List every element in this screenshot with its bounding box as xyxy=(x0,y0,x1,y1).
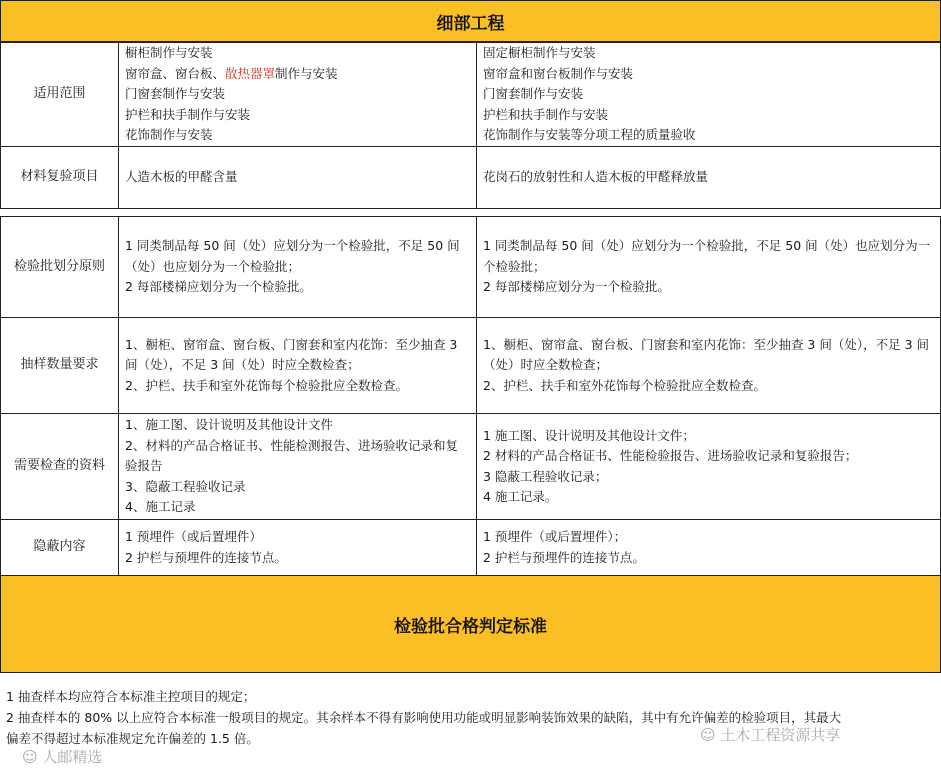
watermark-text: 人邮精选 xyxy=(42,748,103,766)
cell-line: 3 隐蔽工程验收记录； xyxy=(483,468,608,484)
cell-line: 花饰制作与安装 xyxy=(125,127,213,143)
cell-line: 2 护栏与预埋件的连接节点。 xyxy=(483,549,645,565)
row-label: 抽样数量要求 xyxy=(1,318,119,414)
watermark-text: 土木工程资源共享 xyxy=(720,726,841,744)
cell-line: 1、橱柜、窗帘盒、窗台板、门窗套和室内花饰：至少抽查 3 间（处），不足 3 间（处）时应全数检查； xyxy=(125,336,458,373)
cell-text: 制作与安装 xyxy=(275,65,338,81)
cell-line: 固定橱柜制作与安装 xyxy=(483,45,596,61)
cell-line: 1 预埋件（或后置埋件） xyxy=(125,529,262,544)
cell-right xyxy=(477,318,941,414)
cell-left xyxy=(119,147,477,209)
row-label: 检验批划分原则 xyxy=(1,217,119,318)
table-row xyxy=(1,318,941,414)
section-title-detail-works: 细部工程 xyxy=(0,0,941,42)
cell-left xyxy=(119,43,477,147)
watermark-right xyxy=(700,724,840,745)
criteria-line: 2 抽查样本的 80% 以上应符合本标准一般项目的规定。其余样本不得有影响使用功能或明显影响装饰效果的缺陷，其中有允许偏差的检验项目，其最大 xyxy=(6,710,842,725)
cell-line xyxy=(125,64,470,85)
cell-line: 1 施工图、设计说明及其他设计文件； xyxy=(483,427,695,443)
cell-line: 2 材料的产品合格证书、性能检验报告、进场验收记录和复验报告； xyxy=(483,448,858,463)
cell-line: 1 同类制品每 50 间（处）应划分为一个检验批，不足 50 间（处）也应划分为一个检验批； xyxy=(483,238,931,274)
cell-text: 窗帘盒、窗台板、 xyxy=(125,65,226,81)
cell-line: 花饰制作与安装等分项工程的质量验收 xyxy=(483,127,696,143)
cell-line: 4、施工记录 xyxy=(125,499,196,515)
cell-left xyxy=(119,414,477,520)
cell-line: 2、护栏、扶手和室外花饰每个检验批应全数检查。 xyxy=(483,377,766,393)
scope-table xyxy=(0,42,941,209)
cell-line: 2 每部楼梯应划分为一个检验批。 xyxy=(483,279,670,295)
cell-line: 门窗套制作与安装 xyxy=(125,86,226,102)
cell-line: 人造木板的甲醛含量 xyxy=(125,169,238,185)
cell-line: 橱柜制作与安装 xyxy=(125,45,213,61)
cell-line: 窗帘盒和窗台板制作与安装 xyxy=(483,65,634,81)
inspection-table xyxy=(0,216,941,576)
cell-right xyxy=(477,43,941,147)
cell-line: 1、橱柜、窗帘盒、窗台板、门窗套和室内花饰：至少抽查 3 间（处），不足 3 间（处）时应全数检查； xyxy=(483,336,930,373)
watermark-left xyxy=(22,746,102,767)
table-row xyxy=(1,217,941,318)
row-label: 适用范围 xyxy=(1,43,119,147)
criteria-line: 1 抽查样本均应符合本标准主控项目的规定； xyxy=(6,689,256,704)
cell-left xyxy=(119,520,477,576)
table-row xyxy=(1,414,941,520)
cell-right xyxy=(477,217,941,318)
cell-line: 3、隐蔽工程验收记录 xyxy=(125,478,246,494)
criteria-line: 偏差不得超过本标准规定允许偏差的 1.5 倍。 xyxy=(6,731,259,746)
table-row xyxy=(1,43,941,147)
cell-line: 2 每部楼梯应划分为一个检验批。 xyxy=(125,279,312,295)
cell-line: 花岗石的放射性和人造木板的甲醛释放量 xyxy=(483,169,709,185)
wechat-icon: ☺ xyxy=(700,726,716,744)
cell-line: 门窗套制作与安装 xyxy=(483,86,584,102)
wechat-icon: ☺ xyxy=(22,748,38,766)
cell-line: 2、材料的产品合格证书、性能检测报告、进场验收记录和复验报告 xyxy=(125,437,458,474)
row-label: 需要检查的资料 xyxy=(1,414,119,520)
cell-right xyxy=(477,414,941,520)
cell-right xyxy=(477,147,941,209)
cell-line: 1、施工图、设计说明及其他设计文件 xyxy=(125,417,333,433)
cell-left xyxy=(119,217,477,318)
cell-left xyxy=(119,318,477,414)
table-row xyxy=(1,147,941,209)
cell-line: 护栏和扶手制作与安装 xyxy=(483,106,609,122)
cell-right xyxy=(477,520,941,576)
table-row xyxy=(1,520,941,576)
row-label: 材料复验项目 xyxy=(1,147,119,209)
section-title-acceptance-criteria: 检验批合格判定标准 xyxy=(0,575,941,673)
cell-line: 2、护栏、扶手和室外花饰每个检验批应全数检查。 xyxy=(125,377,408,393)
highlighted-text: 散热器罩 xyxy=(225,65,276,81)
row-label: 隐蔽内容 xyxy=(1,520,119,576)
cell-line: 2 护栏与预埋件的连接节点。 xyxy=(125,549,287,565)
cell-line: 4 施工记录。 xyxy=(483,489,558,504)
cell-line: 护栏和扶手制作与安装 xyxy=(125,106,251,122)
cell-line: 1 预埋件（或后置埋件）； xyxy=(483,529,627,544)
cell-line: 1 同类制品每 50 间（处）应划分为一个检验批，不足 50 间（处）也应划分为一个检验批； xyxy=(125,238,460,274)
